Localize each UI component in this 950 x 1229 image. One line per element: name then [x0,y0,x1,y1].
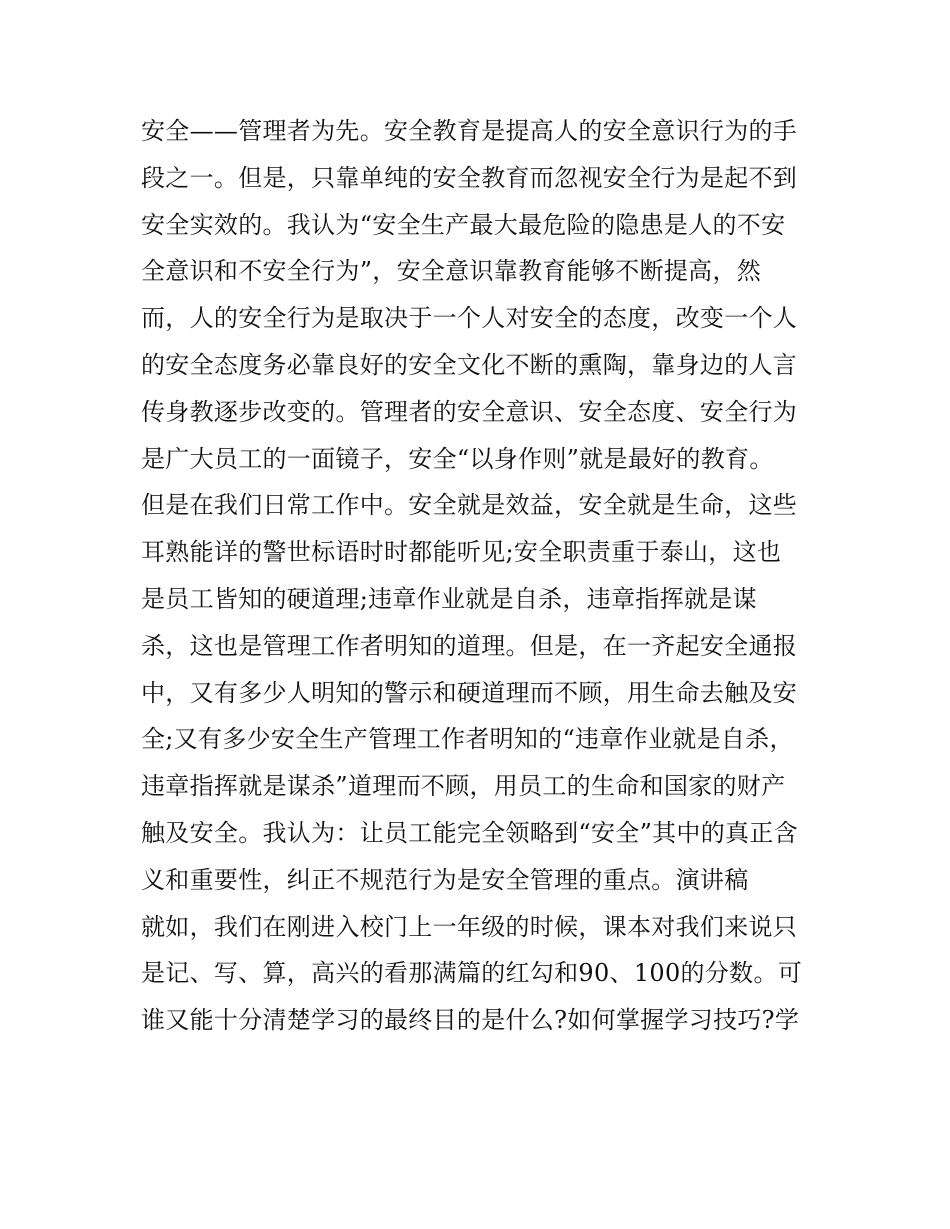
text-line: 的安全态度务必靠良好的安全文化不断的熏陶，靠身边的人言 [141,350,798,379]
text-line: 是记、写、算，高兴的看那满篇的红勾和90、100的分数。可 [141,959,803,988]
text-line: 安全实效的。我认为“安全生产最大最危险的隐患是人的不安 [141,210,786,239]
text-line: 杀，这也是管理工作者明知的道理。但是，在一齐起安全通报 [141,631,798,660]
text-line: 就如，我们在刚进入校门上一年级的时候，课本对我们来说只 [141,912,798,941]
text-line: 是员工皆知的硬道理;违章作业就是自杀，违章指挥就是谋 [141,584,757,613]
text-line: 是广大员工的一面镜子，安全“以身作则”就是最好的教育。 [141,444,774,473]
text-line: 耳熟能详的警世标语时时都能听见;安全职责重于泰山，这也 [141,538,782,567]
text-line: 段之一。但是，只靠单纯的安全教育而忽视安全行为是起不到 [141,163,798,192]
text-line: 全意识和不安全行为”，安全意识靠教育能够不断提高，然 [141,257,762,286]
text-line: 中，又有多少人明知的警示和硬道理而不顾，用生命去触及安 [141,678,798,707]
text-line: 而，人的安全行为是取决于一个人对安全的态度，改变一个人 [141,304,798,333]
text-line: 全;又有多少安全生产管理工作者明知的“违章作业就是自杀， [141,725,794,754]
text-line: 安全——管理者为先。安全教育是提高人的安全意识行为的手 [141,117,798,145]
text-line: 传身教逐步改变的。管理者的安全意识、安全态度、安全行为 [141,397,798,426]
text-line: 义和重要性，纠正不规范行为是安全管理的重点。演讲稿 [141,865,749,894]
text-line: 但是在我们日常工作中。安全就是效益，安全就是生命，这些 [141,491,798,520]
text-line: 触及安全。我认为：让员工能完全领略到“安全”其中的真正含 [141,818,798,847]
text-line: 违章指挥就是谋杀”道理而不顾，用员工的生命和国家的财产 [141,772,786,801]
text-line: 谁又能十分清楚学习的最终目的是什么?如何掌握学习技巧?学 [141,1006,800,1035]
body-text [141,108,821,1044]
